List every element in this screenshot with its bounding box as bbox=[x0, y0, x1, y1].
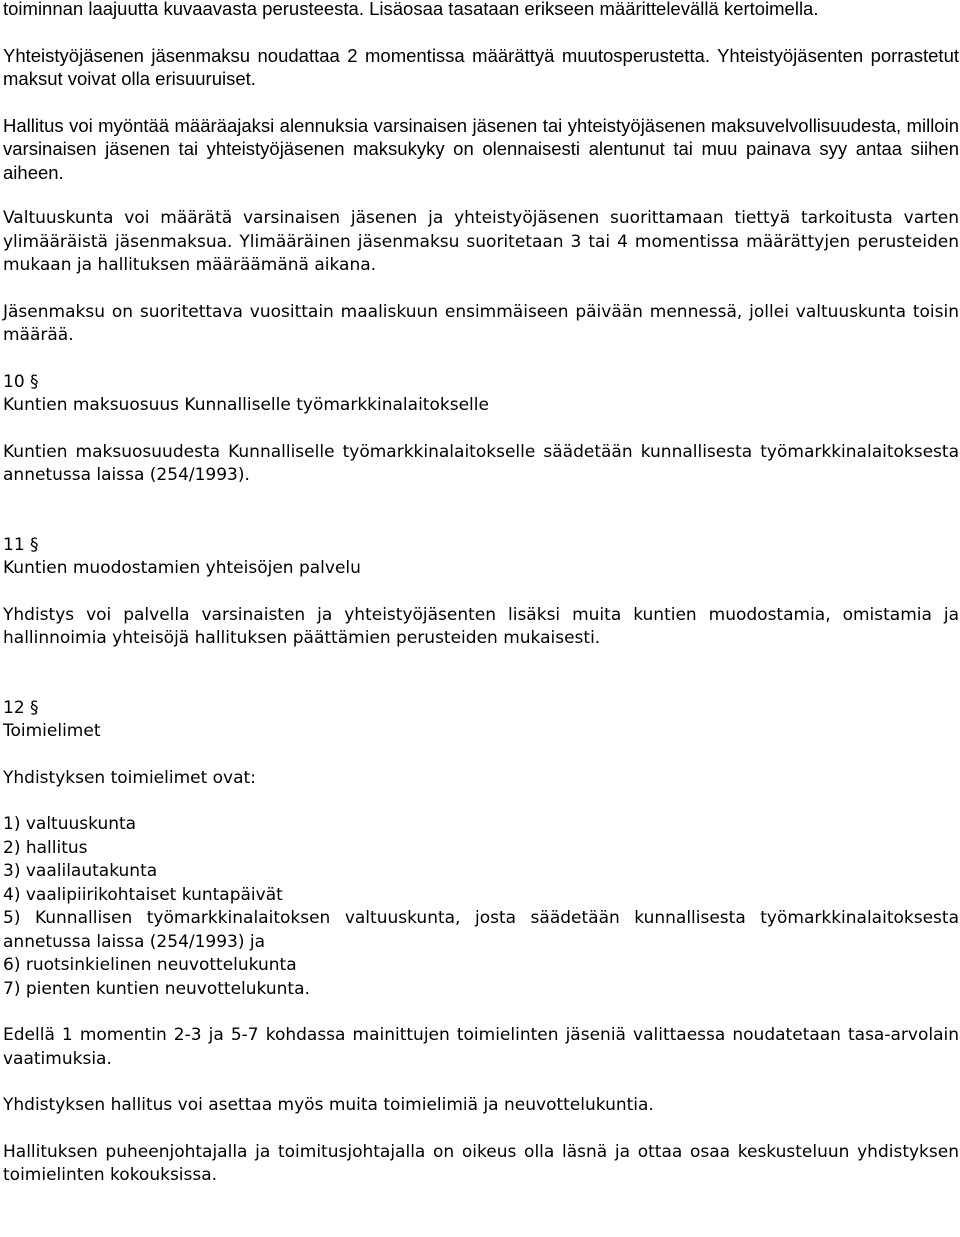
document-page bbox=[3, 0, 959, 1188]
paragraph-intro-1: toiminnan laajuutta kuvaavasta perusteesta. Lisäosaa tasataan erikseen määrittelevällä kertoimella. bbox=[3, 0, 819, 19]
section-body: Kuntien maksuosuudesta Kunnalliselle työmarkkinalaitokselle säädetään kunnallisesta työmarkkinalaitoksesta annetussa laissa (254/1993). bbox=[3, 441, 959, 485]
section-title: Toimielimet bbox=[3, 721, 101, 741]
list-item: 2) hallitus bbox=[3, 837, 88, 858]
section-12 bbox=[3, 697, 959, 1188]
list-item: 7) pienten kuntien neuvottelukunta. bbox=[3, 978, 310, 999]
organ-list bbox=[3, 813, 959, 1001]
section-11 bbox=[3, 534, 959, 651]
paragraph-fee-deadline: Jäsenmaksu on suoritettava vuosittain maaliskuun ensimmäiseen päivään mennessä, jollei valtuuskunta toisin määrää. bbox=[3, 301, 959, 345]
section-10 bbox=[3, 371, 959, 488]
paragraph-extra-fee: Valtuuskunta voi määrätä varsinaisen jäsenen ja yhteistyöjäsenen suorittamaan tiettyä tarkoitusta varten ylimääräistä jäsenmaksua. Ylimääräinen jäsenmaksu suoritetaan 3 tai 4 momentissa määrättyjen perusteiden mukaan ja hallituksen määräämänä aikana. bbox=[3, 208, 959, 275]
section-number: 11 § bbox=[3, 534, 39, 555]
section-title: Kuntien muodostamien yhteisöjen palvelu bbox=[3, 558, 361, 578]
paragraph-discounts: Hallitus voi myöntää määräajaksi alennuksia varsinaisen jäsenen tai yhteistyöjäsenen maksuvelvollisuudesta, milloin varsinaisen jäsenen tai yhteistyöjäsenen maksukyky on olennaisesti alentunut tai muu painava syy antaa siihen aiheen. bbox=[3, 114, 959, 183]
list-item: 3) vaalilautakunta bbox=[3, 861, 158, 881]
section-title: Kuntien maksuosuus Kunnalliselle työmarkkinalaitokselle bbox=[3, 395, 489, 415]
paragraph-equality: Edellä 1 momentin 2-3 ja 5-7 kohdassa mainittujen toimielinten jäseniä valittaessa noudatetaan tasa-arvolain vaatimuksia. bbox=[3, 1025, 959, 1069]
list-item: 1) valtuuskunta bbox=[3, 814, 137, 834]
list-item: 4) vaalipiirikohtaiset kuntapäivät bbox=[3, 884, 283, 905]
list-item: 6) ruotsinkielinen neuvottelukunta bbox=[3, 955, 297, 975]
section-number: 12 § bbox=[3, 697, 39, 718]
section-number: 10 § bbox=[3, 371, 39, 392]
paragraph-other-organs: Yhdistyksen hallitus voi asettaa myös muita toimielimiä ja neuvottelukuntia. bbox=[3, 1095, 654, 1115]
section-body: Yhdistys voi palvella varsinaisten ja yhteistyöjäsenten lisäksi muita kuntien muodostamia, omistamia ja hallinnoimia yhteisöjä hallituksen päättämien perusteiden mukaisesti. bbox=[3, 604, 959, 648]
paragraph-intro-2: Yhteistyöjäsenen jäsenmaksu noudattaa 2 momentissa määrättyä muutosperustetta. Yhteistyöjäsenten porrastetut maksut voivat olla erisuuruiset. bbox=[3, 44, 959, 89]
paragraph-attendance: Hallituksen puheenjohtajalla ja toimitusjohtajalla on oikeus olla läsnä ja ottaa osaa keskusteluun yhdistyksen toimielinten kokouksissa. bbox=[3, 1141, 959, 1185]
section-lead: Yhdistyksen toimielimet ovat: bbox=[3, 767, 256, 788]
list-item: 5) Kunnallisen työmarkkinalaitoksen valtuuskunta, josta säädetään kunnallisesta työmarkkinalaitoksesta annetussa laissa (254/1993) ja bbox=[3, 908, 959, 952]
